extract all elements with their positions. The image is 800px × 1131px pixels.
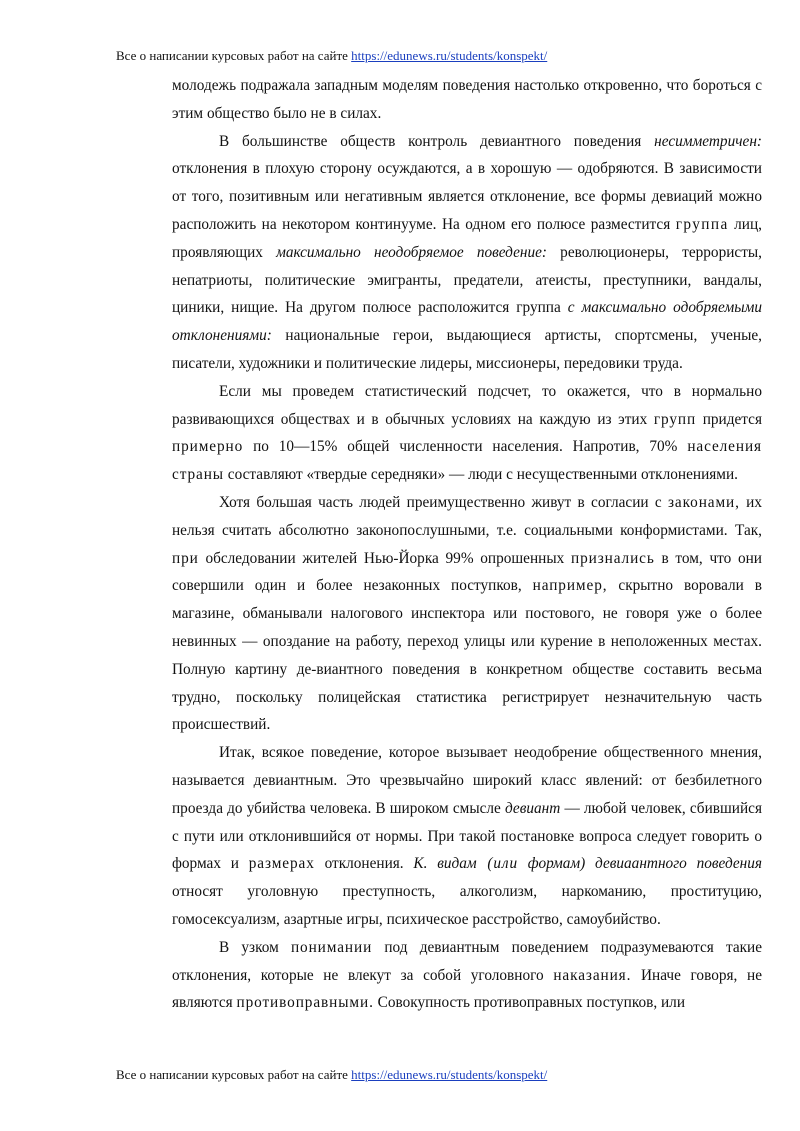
paragraph-5: Итак, всякое поведение, которое вызывает неодобрение общественного мнения, называется девиантным. Это чрезвычайно широкий класс явлений: от безбилетного проезда до убийства человека. В широком смысле девиант — любой человек, сбившийся с пути или отклонившийся от нормы. При такой постановке вопроса следует говорить о формах и размерах отклонения. К. видам (или формам) девиаантного поведения относят уголовную преступность, алкоголизм, наркоманию, проституцию, гомосексуализм, азартные игры, психическое расстройство, самоубийство. [172, 744, 763, 928]
footer-text: Все о написании курсовых работ на сайте [116, 1067, 348, 1082]
footer-link[interactable]: https://edunews.ru/students/konspekt/ [351, 1067, 548, 1082]
paragraph-6: В узком понимании под девиантным поведением подразумеваются такие отклонения, которые не влекут за собой уголовного наказания. Иначе говоря, не являются противоправными. Совокупность противоправных поступков, или [172, 938, 763, 1012]
paragraph-3: Если мы проведем статистический подсчет, то окажется, что в нормально развивающихся обществах и в обычных условиях на каждую из этих групп придется примерно по 10—15% общей численности населения. Напротив, 70% населения страны составляют «твердые середняки» — люди с несущественными отклонениями. [172, 382, 762, 484]
header-link[interactable]: https://edunews.ru/students/konspekt/ [351, 48, 548, 63]
paragraph-1: молодежь подражала западным моделям поведения настолько откровенно, что бороться с этим общество было не в силах. [172, 77, 762, 122]
paragraph-2: В большинстве обществ контроль девиантного поведения несимметричен: отклонения в плохую сторону осуждаются, а в хорошую — одобряются. В зависимости от того, позитивным или негативным является отклонение, все формы девиаций можно расположить на некотором континууме. На одном его полюсе разместится группа лиц, проявляющих максимально неодобряемое поведение: революционеры, террористы, непатриоты, политические эмигранты, предатели, атеисты, преступники, вандалы, циники, нищие. На другом полюсе расположится группа с максимально одобряемыми отклонениями: национальные герои, выдающиеся артисты, спортсмены, ученые, писатели, художники и политические лидеры, миссионеры, передовики труда. [172, 132, 762, 372]
page-footer [116, 1067, 547, 1083]
paragraph-4: Хотя большая часть людей преимущественно живут в согласии с законами, их нельзя считать абсолютно законопослушными, т.е. социальными конформистами. Так, при обследовании жителей Нью-Йорка 99% опрошенных признались в том, что они совершили один и более незаконных поступков, например, скрытно воровали в магазине, обманывали налогового инспектора или постового, не говоря уже о более невинных — опоздание на работу, переход улицы или курение в неположенных местах. Полную картину де-виантного поведения в конкретном обществе составить весьма трудно, поскольку полицейская статистика регистрирует незначительную часть происшествий. [172, 493, 762, 734]
document-body [172, 72, 762, 1017]
page-header [116, 48, 547, 64]
header-text: Все о написании курсовых работ на сайте [116, 48, 348, 63]
